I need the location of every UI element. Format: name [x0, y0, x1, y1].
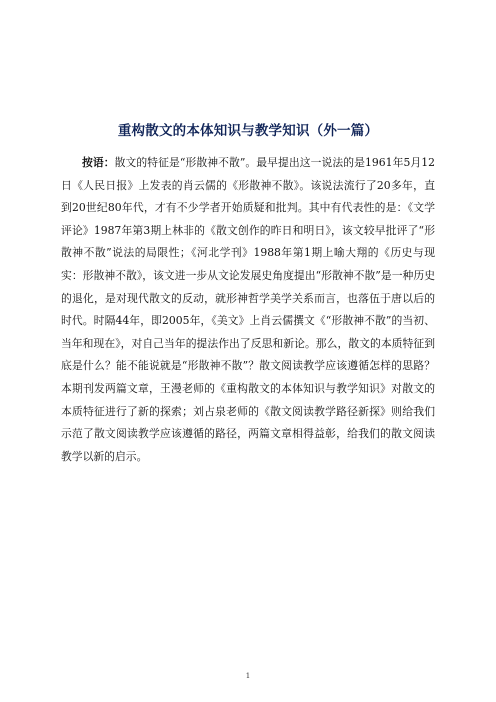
editor-note-label: 按语：: [82, 156, 115, 169]
article-title: 重构散文的本体知识与教学知识（外一篇）: [117, 123, 379, 139]
editor-note-paragraph: [61, 152, 435, 468]
page-number: 1: [245, 672, 251, 680]
editor-note-text: 散文的特征是“形散神不散”。最早提出这一说法的是1961年5月12日《人民日报》上发表的肖云儒的《形散神不散》。该说法流行了20多年，直到20世纪80年代，才有不少学者开始质疑和批判。其中有代表性的是：《文学评论》1987年第3期上林非的《散文创作的昨日和明日》，该文较早批评了“形散神不散”说法的局限性；《河北学刊》1988年第1期上喻大翔的《历史与现实：形散神不散》，该文进一步从文论发展史角度提出“形散神不散”是一种历史的退化，是对现代散文的反动，就形神哲学美学关系而言，也落伍于唐以后的时代。时隔44年，即2005年，《美文》上肖云儒撰文《“形散神不散”的当初、当年和现在》，对自己当年的提法作出了反思和新论。那么，散文的本质特征到底是什么？能不能说就是“形散神不散”？散文阅读教学应该遵循怎样的思路？本期刊发两篇文章，王漫老师的《重构散文的本体知识与教学知识》对散文的本质特征进行了新的探索；刘占泉老师的《散文阅读教学路径新探》则给我们示范了散文阅读教学应该遵循的路径，两篇文章相得益彰，给我们的散文阅读教学以新的启示。: [61, 156, 436, 463]
